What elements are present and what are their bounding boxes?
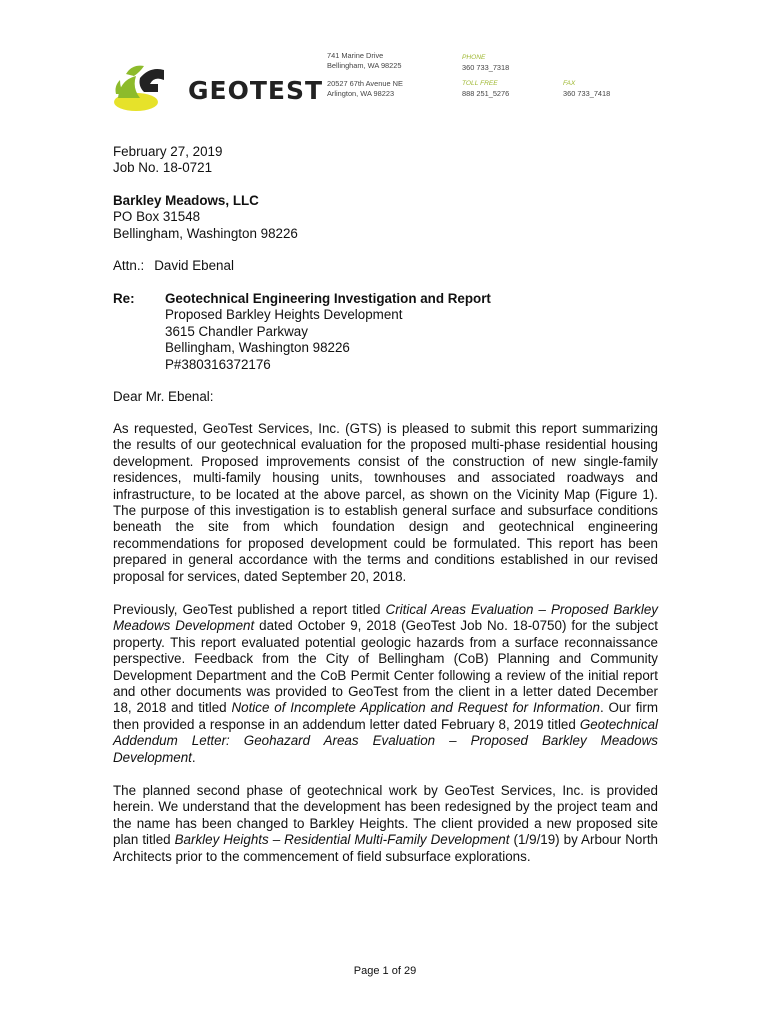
address-line: 20527 67th Avenue NE (327, 79, 403, 88)
job-number: Job No. 18-0721 (113, 160, 213, 176)
subject-line: Proposed Barkley Heights Development (165, 307, 403, 323)
text-run: The planned second phase of geotechnical work by GeoTest Services, Inc. is provided herein. We understand that the development has been redesigned by the project team and the name has been changed to Barkley Heights. The client provided a new proposed site plan titled (113, 783, 658, 848)
subject-title: Geotechnical Engineering Investigation and Report (165, 291, 491, 306)
brand-name: GEOTEST (188, 76, 324, 105)
text-run: Previously, GeoTest published a report titled (113, 602, 386, 617)
address-line: Arlington, WA 98223 (327, 89, 395, 98)
subject-line: Bellingham, Washington 98226 (165, 340, 350, 356)
geotest-logo-icon (110, 58, 180, 118)
address-line: Bellingham, WA 98225 (327, 61, 402, 70)
page-number: Page 1 of 29 (353, 965, 417, 977)
paragraph-1: As requested, GeoTest Services, Inc. (GTS) is pleased to submit this report summarizing the results of our geotechnical evaluation for the proposed multi-phase residential housing development. Proposed improvements consist of the construction of new single-family residences, multi-family housing units, townhouses and associated roadways and infrastructure, to be located at the above parcel, as shown on the Vicinity Map (Figure 1). The purpose of this investigation is to establish general surface and subsurface conditions beneath the site from which foundation design and geotechnical engineering recommendations for proposed development could be formulated. This report has been prepared in general accordance with the terms and conditions established in our revised proposal for services, dated September 20, 2018. (113, 421, 658, 584)
phone-value: 360 733_7318 (462, 63, 510, 72)
text-run: (1/9/19) by Arbour North Architects prior to the commencement of field subsurface explorations. (113, 832, 659, 864)
text-run: dated October 9, 2018 (GeoTest Job No. 18-0750) for the subject property. This report evaluated potential geologic hazards from a surface reconnaissance perspective. Feedback from the City of Bellingham (CoB) Planning and Community Development Department and the CoB Permit Center following a review of the initial report and other documents was provided to GeoTest from the client in a letter dated December 18, 2018 and titled (113, 618, 658, 716)
recipient-city: Bellingham, Washington 98226 (113, 225, 298, 241)
address-arlington (327, 79, 403, 99)
recipient-address (113, 193, 658, 242)
attn-label: Attn.: (113, 258, 145, 273)
tollfree-block (462, 79, 509, 99)
fax-label: FAX (563, 80, 576, 87)
letter-date: February 27, 2019 (113, 144, 223, 159)
attn-name: David Ebenal (154, 258, 234, 273)
site-plan-title: Barkley Heights – Residential Multi-Family Development (174, 832, 510, 848)
phone-label: PHONE (462, 54, 486, 61)
subject-line: 3615 Chandler Parkway (165, 323, 308, 339)
attention-line (113, 258, 658, 274)
text-run: . Our firm then provided a response in an addendum letter dated February 8, 2019 titled (113, 700, 659, 732)
phone-block (462, 53, 509, 73)
address-line: 741 Marine Drive (327, 51, 384, 60)
re-label: Re: (113, 291, 135, 306)
paragraph-2 (113, 602, 658, 766)
fax-value: 360 733_7418 (563, 89, 611, 98)
date-block (113, 144, 658, 177)
paragraph-3 (113, 783, 658, 865)
tollfree-label: TOLL FREE (462, 80, 498, 87)
tollfree-value: 888 251_5276 (462, 89, 510, 98)
notice-title: Notice of Incomplete Application and Request for Information (231, 700, 600, 716)
subject-line: P#380316372176 (165, 356, 271, 372)
salutation: Dear Mr. Ebenal: (113, 389, 214, 404)
text-run: . (191, 749, 196, 765)
recipient-po-box: PO Box 31548 (113, 209, 201, 225)
report-title: Critical Areas Evaluation – Proposed Barkley Meadows Development (113, 602, 658, 634)
address-bellingham (327, 51, 402, 71)
recipient-company: Barkley Meadows, LLC (113, 193, 259, 208)
fax-block (563, 79, 610, 99)
addendum-title: Geotechnical Addendum Letter: Geohazard Areas Evaluation – Proposed Barkley Meadows Development (113, 716, 658, 765)
